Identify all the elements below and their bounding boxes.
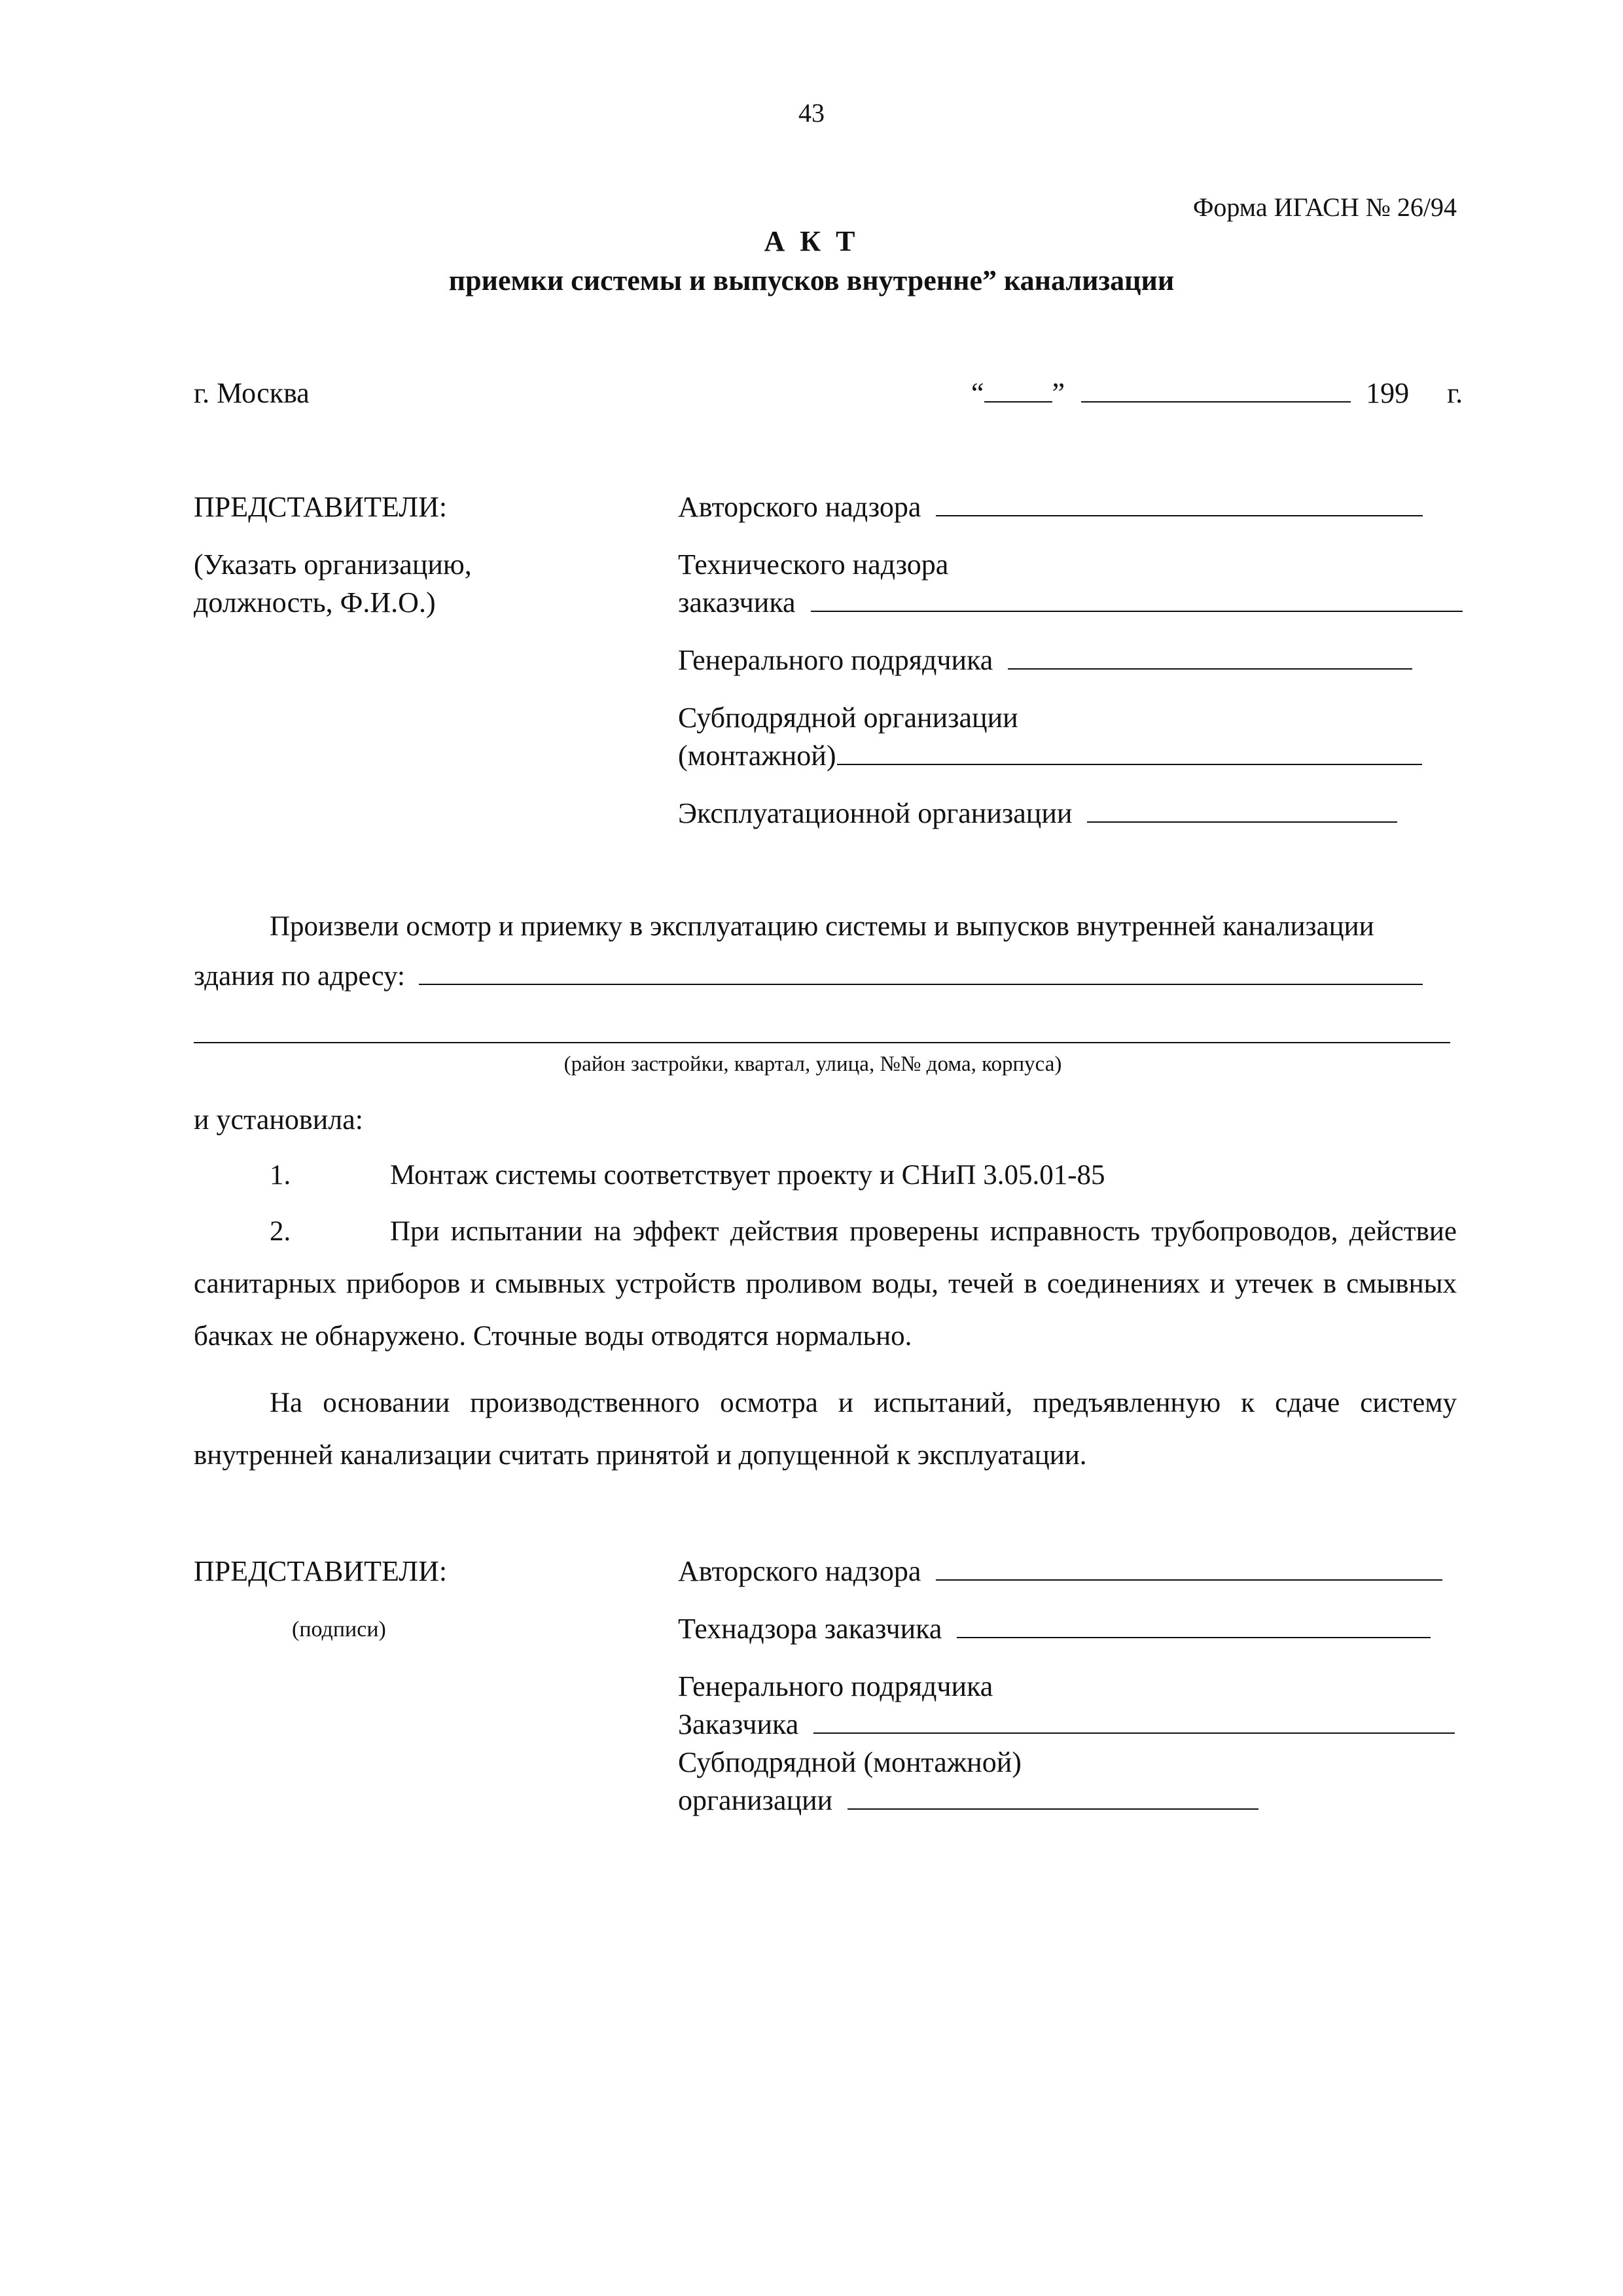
tech-supervision-input[interactable] bbox=[811, 588, 1463, 612]
date-month-field[interactable] bbox=[1081, 379, 1351, 403]
signature-subcontractor bbox=[678, 1784, 1258, 1818]
item-number: 1. bbox=[270, 1160, 291, 1191]
signature-author-supervision bbox=[678, 1555, 1442, 1588]
city: г. Москва bbox=[194, 377, 310, 409]
item-text: При испытании на эффект действия проверены исправность трубопроводов, действие санитарных приборов и смывных устройств проливом воды, течей в соединениях и утечек в смывных бачках не обнаружено. Сточные воды отводятся нормально. bbox=[194, 1216, 1457, 1352]
document-subtitle: приемки системы и выпусков внутренне” канализации bbox=[448, 264, 1175, 296]
field-label-sub-line1: Субподрядной организации bbox=[678, 702, 1018, 734]
date-year-prefix: 199 bbox=[1366, 377, 1410, 409]
date-close-quote: ” bbox=[1052, 377, 1065, 409]
signatures-note: (подписи) bbox=[292, 1617, 386, 1641]
established-text: и установила: bbox=[194, 1103, 363, 1136]
date-line bbox=[971, 377, 1463, 410]
representatives-note-line2: должность, Ф.И.О.) bbox=[194, 586, 436, 619]
form-code: Форма ИГАСН № 26/94 bbox=[1192, 192, 1457, 222]
field-label: Авторского надзора bbox=[678, 1555, 921, 1587]
exploitation-org-input[interactable] bbox=[1087, 799, 1397, 823]
field-tech-supervision bbox=[678, 586, 1463, 620]
subcontractor-signature-input[interactable] bbox=[847, 1786, 1258, 1810]
item-text: Монтаж системы соответствует проекту и СНиП 3.05.01-85 bbox=[390, 1160, 1105, 1191]
conclusion-paragraph bbox=[194, 1377, 1457, 1482]
field-label-tech-line1: Технического надзора bbox=[678, 548, 949, 581]
field-exploitation-org bbox=[678, 797, 1397, 831]
intro-paragraph bbox=[194, 901, 1457, 953]
date-year-field[interactable] bbox=[1416, 379, 1440, 403]
field-label: (монтажной) bbox=[678, 740, 836, 772]
representatives-heading: ПРЕДСТАВИТЕЛИ: bbox=[194, 491, 448, 523]
item-number: 2. bbox=[270, 1216, 291, 1247]
signature-label-sub-line1: Субподрядной (монтажной) bbox=[678, 1746, 1022, 1778]
conclusion-text: На основании производственного осмотра и испытаний, предъявленную к сдаче систему внутренней канализации считать принятой и допущенной к эксплуатации. bbox=[194, 1388, 1457, 1471]
date-year-suffix: г. bbox=[1447, 377, 1463, 409]
field-author-supervision bbox=[678, 491, 1423, 524]
address-hint: (район застройки, квартал, улица, №№ дома, корпуса) bbox=[563, 1052, 1062, 1076]
field-general-contractor bbox=[678, 644, 1412, 677]
author-signature-input[interactable] bbox=[936, 1557, 1442, 1581]
signature-tech-supervision bbox=[678, 1613, 1431, 1646]
page-number: 43 bbox=[798, 98, 825, 128]
address-label: здания по адресу: bbox=[194, 961, 406, 992]
representatives-note-line1: (Указать организацию, bbox=[194, 548, 472, 581]
intro-text: Произвели осмотр и приемку в эксплуатацию системы и выпусков внутренней канализации bbox=[270, 911, 1374, 942]
address-second-line[interactable] bbox=[194, 1042, 1450, 1043]
field-subcontractor bbox=[678, 740, 1422, 773]
date-open-quote: “ bbox=[971, 377, 984, 409]
author-supervision-input[interactable] bbox=[936, 493, 1423, 516]
document-title: А К Т bbox=[764, 225, 859, 257]
field-label: Авторского надзора bbox=[678, 491, 921, 523]
address-input[interactable] bbox=[419, 961, 1423, 985]
subcontractor-input[interactable] bbox=[837, 742, 1422, 765]
field-label: Эксплуатационной организации bbox=[678, 797, 1073, 829]
field-label: Заказчика bbox=[678, 1708, 799, 1740]
field-label: организации bbox=[678, 1784, 833, 1816]
date-day-field[interactable] bbox=[984, 379, 1052, 403]
address-line bbox=[194, 950, 1423, 1003]
signature-label-general-line1: Генерального подрядчика bbox=[678, 1670, 993, 1702]
field-label: заказчика bbox=[678, 586, 796, 619]
general-contractor-input[interactable] bbox=[1008, 646, 1412, 670]
field-label: Генерального подрядчика bbox=[678, 644, 993, 676]
customer-signature-input[interactable] bbox=[813, 1710, 1455, 1734]
tech-signature-input[interactable] bbox=[957, 1615, 1431, 1638]
field-label: Технадзора заказчика bbox=[678, 1613, 942, 1645]
list-item bbox=[194, 1206, 1457, 1363]
signatures-heading: ПРЕДСТАВИТЕЛИ: bbox=[194, 1555, 448, 1587]
signature-customer bbox=[678, 1708, 1455, 1742]
list-item bbox=[194, 1149, 1457, 1202]
